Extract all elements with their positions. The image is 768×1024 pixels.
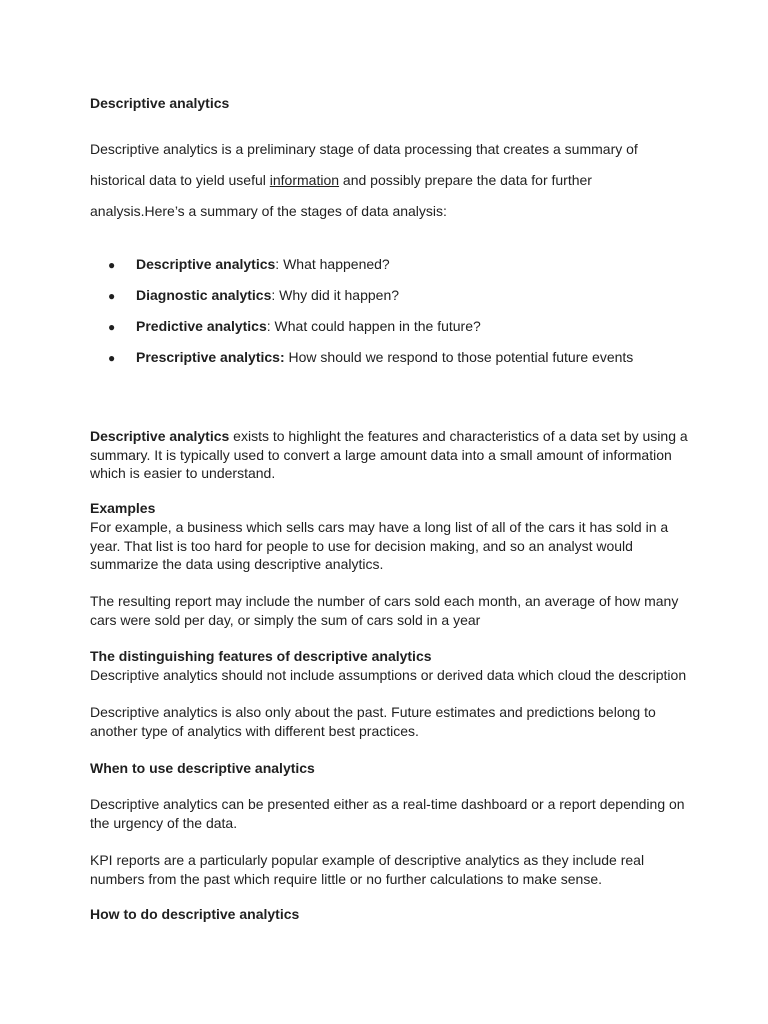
page-title: Descriptive analytics [90,95,230,111]
intro-paragraph [90,134,690,227]
list-item-text: : Why did it happen? [271,287,400,303]
bullet-icon: ● [108,258,116,272]
examples-paragraph-1: For example, a business which sells cars may have a long list of all of the cars it has sold in a year. That list is too hard for people to use for decision making, and so an analyst would summarize the data using descriptive analytics. [90,519,669,572]
examples-heading: Examples [90,500,156,516]
bullet-icon: ● [108,289,116,303]
features-paragraph-1: Descriptive analytics should not include assumptions or derived data which cloud the description [90,667,687,683]
definition-text: exists to highlight the features and characteristics of a data set by using a summary. It is typically used to convert a large amount data into a small amount of information which is easier to understand. [90,428,688,481]
when-paragraph-1: Descriptive analytics can be presented either as a real-time dashboard or a report depending on the urgency of the data. [90,796,685,831]
list-item-term: Descriptive analytics [136,256,276,272]
intro-text-start: Descriptive analytics is a preliminary stage of data processing that creates a summary of historical data to yield useful [90,141,638,188]
analysis-stages-list [108,253,633,377]
bullet-icon: ● [108,320,116,334]
features-paragraph-2: Descriptive analytics is also only about the past. Future estimates and predictions belong to another type of analytics with different best practices. [90,704,656,739]
list-item-text: : What happened? [275,256,390,272]
list-item-term: Diagnostic analytics [136,287,272,303]
when-paragraph-2: KPI reports are a particularly popular example of descriptive analytics as they include real numbers from the past which require little or no further calculations to make sense. [90,852,645,887]
when-heading: When to use descriptive analytics [90,760,315,776]
list-item [108,346,633,377]
list-item [108,253,633,284]
list-item [108,284,633,315]
information-link[interactable]: information [269,172,340,188]
list-item-text: How should we respond to those potential future events [284,349,634,365]
features-heading: The distinguishing features of descriptive analytics [90,648,432,664]
examples-paragraph-2: The resulting report may include the number of cars sold each month, an average of how many cars were sold per day, or simply the sum of cars sold in a year [90,593,679,628]
how-heading: How to do descriptive analytics [90,906,300,922]
list-item [108,315,633,346]
definition-term: Descriptive analytics [90,428,230,444]
list-item-term: Predictive analytics [136,318,267,334]
bullet-icon: ● [108,351,116,365]
intro-text-end: and possibly prepare the data for further analysis.Here’s a summary of the stages of data analysis: [90,172,592,219]
list-item-text: : What could happen in the future? [266,318,481,334]
list-item-term: Prescriptive analytics: [136,349,285,365]
definition-paragraph [90,427,690,483]
